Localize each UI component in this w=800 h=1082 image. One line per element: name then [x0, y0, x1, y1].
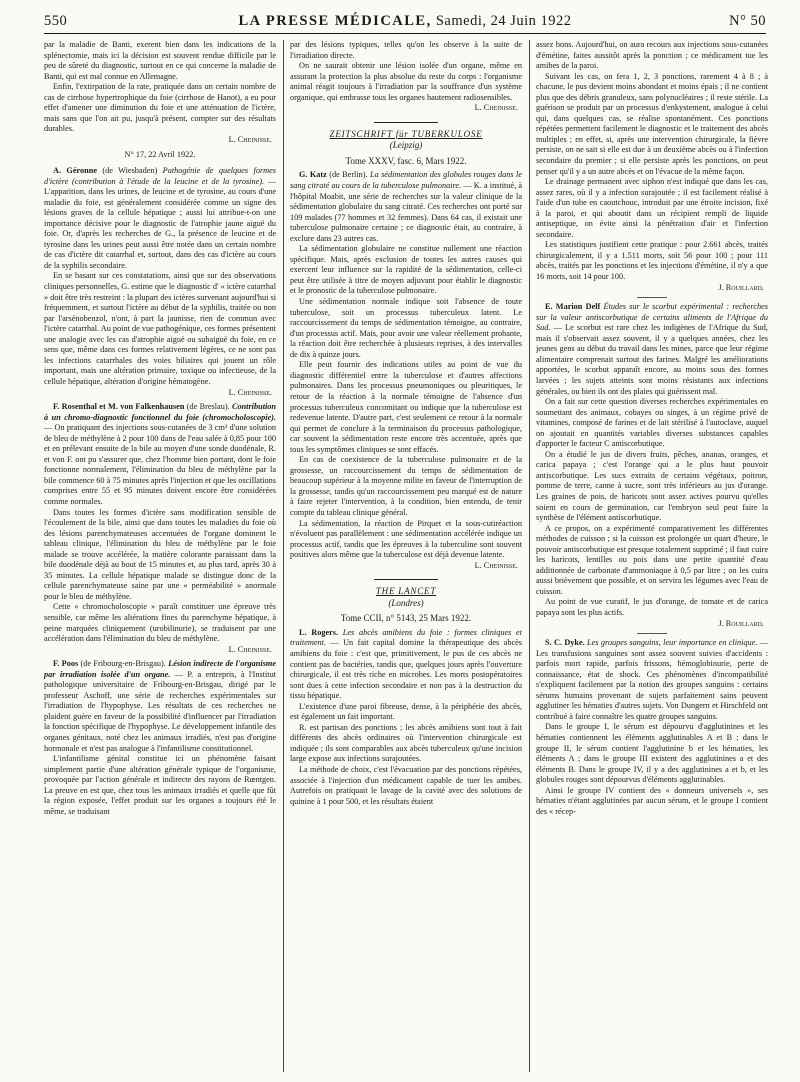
article-body: — Les transfusions sanguines sont assez souvent suivies d'accidents : parfois mort rapide, parfois frissons, hémoglobinurie, perte de connaissance, état de shock. Ces phénomènes d'incompatibilité s'expliquent facilement par la notion des groupes sanguins : certains sérums humains provenant de sujets parfaitement sains peuvent agglutiner les hématies d'autres sujets. Von Dungern et Hirschfeld ont contribué à faire connaître les quatre groupes sanguins. [536, 638, 768, 721]
signature: L. Cheinisse. [228, 644, 272, 654]
signature: J. Rouillard. [718, 618, 764, 628]
paragraph: Suivant les cas, on fera 1, 2, 3 ponctions, rarement 4 à 8 ; à chacune, le pus devient moins abondant et moins épais ; il ne contient plus que des débris granuleux, sans polynucléaires ; il reste stérile. La guérison se produit par un processus d'enkystement, analogue à celui qui, dans quelques cas, se réalise spontanément. Ces ponctions répétées permettent facilement le diagnostic et le traitement des abcès multiples ; en effet, si, après une intervention chirurgicale, la fièvre persiste, on ne sait si elle est due à un deuxième abcès ou à l'infection secondaire du premier ; si elle persiste après les ponctions, on peut penser qu'il y a un autre abcès et on l'évacue de la même façon. [536, 71, 768, 176]
column-divider [283, 40, 284, 1072]
column-divider [529, 40, 530, 1072]
journal-issue: Tome CCII, n° 5143, 25 Mars 1922. [340, 613, 472, 624]
article-katz [290, 170, 522, 244]
article-separator [637, 633, 667, 634]
paragraph: On a fait sur cette question diverses recherches expérimentales en soumettant des animaux, cobayes ou singes, à un régime privé de vitamines, composé de farines et de lait stérilisé à l'autoclave, auquel on ajoutait en quantités variables diverses substances capables d'apporter le facteur C antiscorbutique. [536, 397, 768, 449]
paragraph: La sédimentation globulaire ne constitue nullement une réaction spécifique. Mais, après exclusion de toutes les autres causes qui exercent leur influence sur la rapidité de la sédimentation, celle-ci peut être utilisée à titre de moyen adjuvant pour établir le diagnostic et le pronostic de la tuberculose pulmonaire. [290, 244, 522, 296]
paragraph: Dans toutes les formes d'ictère sans modification sensible de l'écoulement de la bile, ainsi que dans toutes les maladies du foie où des lésions parenchymateuses accentuées de l'organe dominent le tableau clinique, l'élimination du bleu de méthylène par le foie malade se trouve accélérée, la matière colorante paraissant dans la bile duodénale déjà au bout de 15 minutes et, au plus tard, après 30 à 35 minutes. La cellule hépatique malade se distingue donc de la cellule parenchymateuse saine par une « perméabilité » anormale pour le bleu de méthylène. [44, 507, 276, 601]
article-title: La sédimentation des globules rouges dans le sang citraté au cours de la tuberculose pulmonaire. [290, 170, 522, 191]
paragraph: La sédimentation, la réaction de Pirquet et la sous-cutiréaction n'évoluent pas parallèlement : une sédimentation accélérée indique un processus actif, tandis que les épreuves à la tuberculine sont souvent positives alors même que la tuberculose est déjà devenue latente. [290, 518, 522, 560]
article-place: (de Fribourg-en-Brisgau). [78, 659, 169, 669]
article-title: Lésion indirecte de l'organisme par irradiation isolée d'un organe. [44, 659, 276, 679]
paragraph: Elle peut fournir des indications utiles au point de vue du diagnostic différentiel entre la tuberculose et d'autres affections pulmonaires. Dans les processus pneumoniques ou pleuritiques, le retour de la réaction à la normale témoigne de l'absence d'un processus tuberculeux concomitant ou indique que la tuberculose est redevenue latente. D'autre part, c'est seulement ce retour à la normale qui permet de conclure à la terminaison du processus pathologique, car souvent la sédimentation reste encore très accentuée, après que tous les symptômes cliniques se sont effacés. [290, 360, 522, 454]
paragraph: Ainsi le groupe IV contient des « donneurs universels », ses hématies n'étant agglutinées par aucun sérum, et le groupe I contient des « récep- [536, 785, 768, 816]
paragraph: Au point de vue curatif, le jus d'orange, de tomate et de carica papaya sont les plus actifs. [536, 597, 768, 617]
paragraph: Enfin, l'extirpation de la rate, pratiquée dans un certain nombre de cas de cirrhose hypertrophique du foie (cirrhose de Hanot), a eu pour effet d'amener une diminution du foie et une atténuation de l'ictère, mais sans que l'on ait pu, jusqu'à présent, compter sur des résultats durables. [44, 82, 276, 134]
column-middle [290, 40, 522, 1072]
journal-title [44, 13, 766, 30]
section-rule [374, 579, 438, 580]
signature: L. Cheinisse. [228, 387, 272, 397]
issue-line: N° 17, 22 Avril 1922. [124, 150, 196, 160]
article-columns [44, 40, 766, 1072]
paragraph: Une sédimentation normale indique soit l'absence de toute tuberculose, soit un processus tuberculeux latent. Le raccourcissement du temps de sédimentation témoigne, au contraire, d'un processus actif. Mais, pour avoir une valeur réellement probante, la réaction doit être recherchée à plusieurs reprises, à des intervalles de dix à quinze jours. [290, 297, 522, 359]
article-author: E. Marion Delf [545, 302, 601, 312]
article-author: A. Géronne [53, 166, 97, 176]
article-title: Études sur le scorbut expérimental : recherches sur la valeur antiscorbutique de certains aliments de l'Afrique du Sud. [536, 302, 768, 333]
article-body: — K. a institué, à l'hôpital Moabit, une série de recherches sur la valeur clinique de la sédimentation globulaire du sang citraté. Ces recherches ont porté sur 109 malades (77 hommes et 32 femmes). Dans 64 cas, il existait une tuberculose pulmonaire certaine ; ce diagnostic était, au contraire, à exclure dans 23 autres cas. [290, 181, 522, 243]
article-body: — Un fait capital domine la thérapeutique des abcès amibiens du foie : c'est que, primitivement, le pus de ces abcès ne contient pas de bactéries, tandis que, quelques jours après l'ouverture chirurgicale, il est très riche en microbes. Les morts postopératoires sont dues à cette infection secondaire et non pas à la destruction du tissu hépatique. [290, 638, 522, 701]
article-body: — Le scorbut est rare chez les indigènes de l'Afrique du Sud, mais il s'observait assez souvent, il y a quelques années, chez les jeunes gens au début du travail dans les mines, parce que leur régime alimentaire comprenait surtout des farines. Malgré les améliorations apportées, le scorbut apparaît encore, au moins sous des formes larvées ; les sujets atteints sont moins résistants aux infections générales, ou bien ils ont des plaies qui guérissent mal. [536, 323, 768, 396]
paragraph: Dans le groupe I, le sérum est dépourvu d'agglutinines et les hématies contiennent les éléments agglutinables A et B ; dans le groupe II, le sérum contient l'agglutinine b et les hématies, les éléments A ; dans le groupe III existent des agglutinines a et des éléments B. Dans le groupe IV, il y a des agglutinines a et b, et les globules rouges sont dépourvus d'éléments agglutinables. [536, 722, 768, 785]
column-right [536, 40, 768, 1072]
article-body: — On pratiquant des injections sous-cutanées de 3 cm³ d'une solution de bleu de méthylène à 2 pour 100 dans de l'eau salée à 0,85 pour 100 et en prélevant ensuite de la bile au moyen d'une sonde duodénale, R. et von F. ont pu s'assurer que, chez l'homme bien portant, dont le foie fonctionne normalement, l'élimination du bleu de méthylène par la bile commence 60 à 75 minutes après l'injection et que les oscillations comprises entre 55 et 95 minutes doivent encore être considérées comme normales. [44, 423, 276, 506]
paragraph: par la maladie de Banti, exerent bien dans les indications de la splénectomie, mais ici la décision est souvent rendue difficile par le peu de sûreté du diagnostic, surtout en ce qui concerne la maladie de Banti, qui est mal connue en Allemagne. [44, 40, 276, 81]
journal-name: LA PRESSE MÉDICALE, [238, 13, 432, 29]
signature: J. Rouillard. [718, 282, 764, 292]
article-title: Les groupes sanguins, leur importance en clinique. [584, 638, 758, 648]
article-rosenthal [44, 402, 276, 507]
signature: L. Cheinisse. [474, 103, 518, 113]
paragraph: Le drainage permanent avec siphon n'est indiqué que dans les cas, assez rares, où il y a infection surajoutée ; il est facilement réalisé à l'aide d'un tube en caoutchouc, introduit par une étroite incision, fixé à la paroi, et qui aboutit dans un récipient rempli de liquide antiseptique, on évite ainsi la pénétration d'air et l'infection secondaire. [536, 177, 768, 239]
article-author: F. Rosenthal et M. von Falkenhausen [53, 402, 185, 412]
paragraph: assez bons. Aujourd'hui, on aura recours aux injections sous-cutanées d'émétine, faites aussitôt après la ponction ; ce médicament tue les amibes de la paroi. [536, 40, 768, 71]
article-body: — P. a entrepris, à l'Institut pathologique universitaire de Fribourg-en-Brisgau, dirigé par le professeur Aschoff, une série de recherches expérimentales sur l'irradiation de l'hypophyse. Les résultats de ces recherches ne plaident guère en faveur de la possibilité d'influencer par l'irradiation la fonction spécifique de l'hypophyse. Le développement infantile des organes génitaux, noté chez les animaux irradiés, n'est pas d'origine hormonale et n'est pas analogue à l'infantilisme constitutionnel. [44, 669, 276, 753]
column-left [44, 40, 276, 1072]
signature: L. Cheinisse. [228, 134, 272, 144]
paragraph: R. est partisan des ponctions ; les abcès amibiens sont tout à fait différents des abcès ordinaires où l'intervention chirurgicale est indiquée ; ils sont comparables aux abcès tuberculeux qu'une incision large expose aux infections surajoutées. [290, 722, 522, 764]
article-author: F. Poos [53, 659, 79, 669]
section-rule [374, 122, 438, 123]
article-place: (de Berlin). [326, 170, 370, 180]
article-title: Contribution à un chromo-diagnostic fonctionnel du foie (chromocholoscopie). [44, 402, 276, 422]
journal-heading: THE LANCET [375, 586, 437, 597]
paragraph: Les statistiques justifient cette pratique : pour 2.661 abcès, traités chirurgicalement, il y a 1.511 morts, soit 56 pour 100 ; pour 111 abcès, traités par les ponctions et les injections d'émétine, il n'y a que 16 morts, soit 14 pour 100. [536, 240, 768, 282]
article-author: G. Katz [299, 170, 327, 180]
paragraph: A ce propos, on a expérimenté comparativement les différentes méthodes de cuisson ; si la cuisson est prolongée un quart d'heure, le pouvoir antiscorbutique est presque totalement supprimé ; il faut cuire les haricots, lentilles ou pois dans une petite quantité d'eau additionnée de carbonate d'ammoniaque à 0,5 par litre ; on les cuira aussi brièvement que possible, et on servira les légumes avec l'eau de cuisson. [536, 523, 768, 596]
page-header [44, 10, 766, 34]
article-place: (de Breslau). [184, 402, 232, 412]
journal-issue: Tome XXXV, fasc. 6, Mars 1922. [345, 155, 467, 166]
article-place: (de Wiesbaden) [96, 166, 163, 176]
article-geronne [44, 166, 276, 271]
article-title: Pathogénie de quelques formes d'ictère (contribution à l'étude de la leucine et de la tyrosine). [44, 166, 276, 186]
paragraph: En cas de coexistence de la tuberculose pulmonaire et de la grossesse, un raccourcissement du temps de sédimentation de beaucoup supérieur à la moyenne milite en faveur de l'interruption de la grossesse, tandis qu'un raccourcissement peu marqué est de nature à faire rejeter l'intervention, à la condition, bien entendu, de tenir compte du tableau clinique général. [290, 455, 522, 517]
issue-number: N° 50 [729, 13, 766, 29]
article-separator [637, 297, 667, 298]
paragraph: La méthode de choix, c'est l'évacuation par des ponctions répétées, associée à l'injection d'un médicament capable de tuer les amibes. Autrefois on pratiquait le lavage de la cavité avec des solutions de quinine à 1 pour 500, et les résultats étaient [290, 765, 522, 806]
paragraph: par des lésions typiques, telles qu'on les observe à la suite de l'irradiation directe. [290, 40, 522, 60]
paragraph: Cette « chromocholoscopie » paraît constituer une épreuve très sensible, car même les altérations fines du parenchyme hépatique, à peine marquées cliniquement (urobilinurie), se traduisent par une accélération dans l'élimination du bleu de méthylène. [44, 602, 276, 644]
paragraph: On a étudié le jus de divers fruits, pêches, ananas, oranges, et carica papaya ; c'est l'orange qui a le plus haut pouvoir antiscorbutique. Les sucs extraits de certains végétaux, poitron, pomme de terre, canne à sucre, sont très inférieurs au jus d'orange. Les graines de pois, de haricots sont assez actives pourvu qu'elles soient en cours de germination, car l'embryon seul peut faire la synthèse de l'élément antiscorbutique. [536, 449, 768, 523]
paragraph: L'infantilisme génital constitue ici un phénomène faisant simplement partie d'une altération générale typique de l'organisme, provoquée par l'action générale et indirecte des rayons de Rœntgen. La preuve en est que, chez tous les animaux irradiés et quelle que fût la région exposée, l'effet produit sur les organes a toujours été le même, se traduisant [44, 754, 276, 816]
paragraph: En se basant sur ces constatations, ainsi que sur des observations cliniques personnelles, G. estime que le diagnostic d' « ictère catarrhal » doit être très restreint : la plupart des ictères survenant aujourd'hui si fréquemment, et surtout l'ictère au début de la syphilis, traitée ou non par l'arsénobenzol, n'ont, à part la jaunisse, rien de commun avec l'ictère catarrhal. Au point de vue pathogénique, ces formes présentent une analogie avec les cas d'atrophie aiguë ou subaiguë du foie, en ce sens que, même dans ces formes relativement légères, ce ne sont pas les infections catarrhales des voies biliaires qui jouent un rôle important, mais une altération primaire, toxique ou infectieuse, de la cellule hépatique, altération d'origine hématogène. [44, 271, 276, 386]
signature: L. Cheinisse. [474, 560, 518, 570]
journal-city: (Londres) [388, 597, 424, 608]
article-author: L. Rogers. [299, 627, 339, 637]
paragraph: L'existence d'une paroi fibreuse, dense, à la périphérie des abcès, est également un fait important. [290, 701, 522, 722]
article-body: — L'apparition, dans les urines, de leucine et de tyrosine, au cours d'une maladie du foie, est généralement considérée comme un signe des lésions graves de la cellule hépatique ; aussi lui attribue-t-on une importance décisive pour le diagnostic de l'atrophie jaune aiguë du foie. Or, d'après les recherches de G., la présence de leucine et de tyrosine dans les urines peut aussi être notée dans un certain nombre de cas d'ictère dit catarrhal et, surtout, dans des cas d'ictère au cours de la syphilis secondaire. [44, 176, 276, 270]
article-delf [536, 302, 768, 397]
journal-heading: ZEITSCHRIFT für TUBERKULOSE [329, 128, 483, 139]
article-title: Les abcès amibiens du foie : formes cliniques et traitement. [290, 627, 522, 648]
article-dyke [536, 638, 768, 722]
paragraph: On ne saurait obtenir une lésion isolée d'un organe, même en assurant la protection la plus absolue du reste du corps : l'organisme animal réagit toujours à l'irradiation par la souffrance d'un système organique, qui embrasse tous les organes hautement radiosensibles. [290, 61, 522, 102]
article-rogers [290, 628, 522, 702]
article-poos [44, 659, 276, 754]
journal-city: (Leipzig) [389, 140, 423, 151]
issue-date: Samedi, 24 Juin 1922 [435, 13, 572, 29]
article-author: S. C. Dyke. [545, 638, 585, 648]
page-number: 550 [44, 13, 68, 29]
